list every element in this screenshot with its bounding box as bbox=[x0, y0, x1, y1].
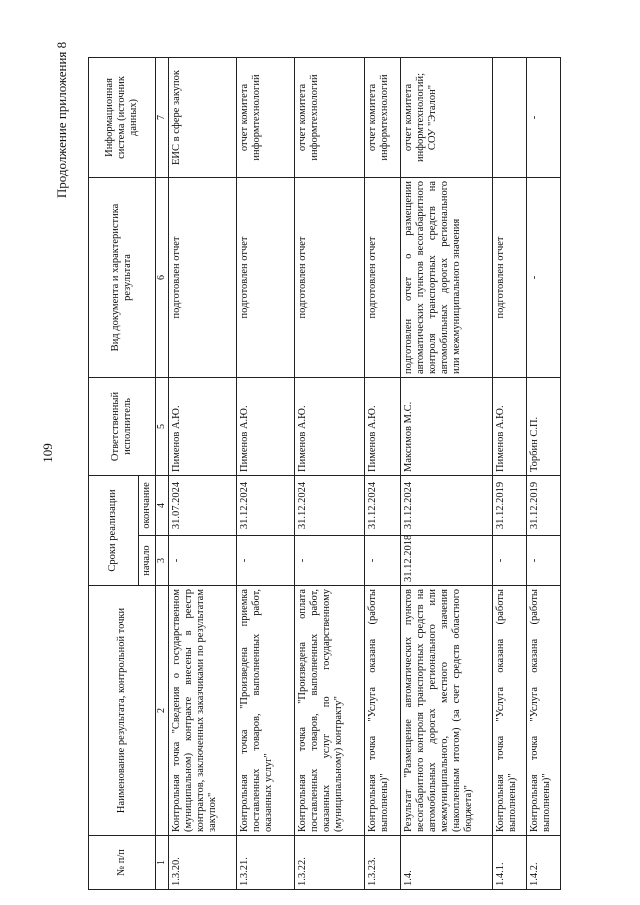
row-name: Контрольная точка "Услуга оказана (работы выполнены)" bbox=[526, 586, 560, 836]
row-name: Контрольная точка "Произведена приемка поставленных товаров, выполненных работ, оказанных услуг" bbox=[236, 586, 294, 836]
row-start: - bbox=[168, 536, 236, 586]
row-responsible: Пименов А.Ю. bbox=[492, 377, 526, 475]
header-responsible: Ответственный исполнитель bbox=[89, 377, 156, 475]
row-responsible: Торбин С.П. bbox=[526, 377, 560, 475]
row-num: 1.3.23. bbox=[364, 836, 400, 890]
row-end: 31.12.2024 bbox=[236, 475, 294, 535]
column-number: 2 bbox=[156, 586, 169, 836]
row-start: - bbox=[236, 536, 294, 586]
row-num: 1.3.22. bbox=[294, 836, 364, 890]
header-start: начало bbox=[139, 536, 156, 586]
row-responsible: Пименов А.Ю. bbox=[294, 377, 364, 475]
row-system: отчет комитета информтехнологий bbox=[364, 57, 400, 177]
row-end: 31.12.2019 bbox=[492, 475, 526, 535]
column-number: 3 bbox=[156, 536, 169, 586]
row-doc: - bbox=[526, 177, 560, 377]
row-name: Контрольная точка "Услуга оказана (работы выполнены)" bbox=[492, 586, 526, 836]
row-start: - bbox=[294, 536, 364, 586]
row-system: - bbox=[526, 57, 560, 177]
row-system bbox=[492, 57, 526, 177]
rotated-table-container bbox=[88, 58, 628, 890]
column-number: 1 bbox=[156, 836, 169, 890]
row-end: 31.12.2024 bbox=[294, 475, 364, 535]
row-name: Контрольная точка "Произведена оплата поставленных товаров, выполненных работ, оказанных услуг по государственному (муниципальному) контракту" bbox=[294, 586, 364, 836]
row-end: 31.12.2024 bbox=[400, 475, 492, 535]
results-table bbox=[88, 57, 561, 890]
row-system: ЕИС в сфере закупок bbox=[168, 57, 236, 177]
row-name: Контрольная точка "Услуга оказана (работы выполнены)" bbox=[364, 586, 400, 836]
table-row bbox=[168, 57, 236, 889]
table-row bbox=[400, 57, 492, 889]
page-number: 109 bbox=[40, 443, 55, 463]
row-num: 1.4.1. bbox=[492, 836, 526, 890]
row-system: отчет комитета информтехнологий bbox=[294, 57, 364, 177]
row-end: 31.12.2019 bbox=[526, 475, 560, 535]
row-start: - bbox=[364, 536, 400, 586]
row-end: 31.07.2024 bbox=[168, 475, 236, 535]
row-responsible: Пименов А.Ю. bbox=[364, 377, 400, 475]
column-number: 5 bbox=[156, 377, 169, 475]
row-doc: подготовлен отчет bbox=[168, 177, 236, 377]
row-num: 1.3.20. bbox=[168, 836, 236, 890]
row-num: 1.4.2. bbox=[526, 836, 560, 890]
row-responsible: Максимов М.С. bbox=[400, 377, 492, 475]
header-period: Сроки реализации bbox=[89, 475, 139, 585]
column-number: 7 bbox=[156, 57, 169, 177]
table-row bbox=[492, 57, 526, 889]
row-num: 1.4. bbox=[400, 836, 492, 890]
header-name: Наименование результата, контрольной точки bbox=[89, 586, 156, 836]
row-doc: подготовлен отчет bbox=[236, 177, 294, 377]
row-responsible: Пименов А.Ю. bbox=[168, 377, 236, 475]
row-responsible: Пименов А.Ю. bbox=[236, 377, 294, 475]
row-name: Результат "Размещение автоматических пунктов весогабаритного контроля транспортных средств на автомобильных дорогах регионального или межмуниципального, местного значения (накопленным итогом) (за счет средств областного бюджета)" bbox=[400, 586, 492, 836]
row-start: - bbox=[492, 536, 526, 586]
header-num: № п/п bbox=[89, 836, 156, 890]
row-system: отчет комитета информтехнологий; СОУ "Эталон" bbox=[400, 57, 492, 177]
row-doc: подготовлен отчет bbox=[364, 177, 400, 377]
table-row bbox=[236, 57, 294, 889]
table-row bbox=[294, 57, 364, 889]
row-num: 1.3.21. bbox=[236, 836, 294, 890]
table-row bbox=[526, 57, 560, 889]
header-doc: Вид документа и характеристика результата bbox=[89, 177, 156, 377]
row-start: - bbox=[526, 536, 560, 586]
row-system: отчет комитета информтехнологий bbox=[236, 57, 294, 177]
table-row bbox=[364, 57, 400, 889]
column-number: 6 bbox=[156, 177, 169, 377]
header-end: окончание bbox=[139, 475, 156, 535]
column-number: 4 bbox=[156, 475, 169, 535]
header-system: Информационная система (источник данных) bbox=[89, 57, 156, 177]
row-start: 31.12.2018 bbox=[400, 536, 492, 586]
row-doc: подготовлен отчет о размещении автоматических пунктов весогабаритного контроля транспортных средств на автомобильных дорогах регионального или межмуниципального значения bbox=[400, 177, 492, 377]
row-doc: подготовлен отчет bbox=[492, 177, 526, 377]
appendix-label: Продолжение приложения 8 bbox=[54, 41, 69, 199]
row-doc: подготовлен отчет bbox=[294, 177, 364, 377]
row-name: Контрольная точка "Сведения о государственном (муниципальном) контракте внесены в реестр контрактов, заключенных заказчиками по результатам закупок" bbox=[168, 586, 236, 836]
row-end: 31.12.2024 bbox=[364, 475, 400, 535]
